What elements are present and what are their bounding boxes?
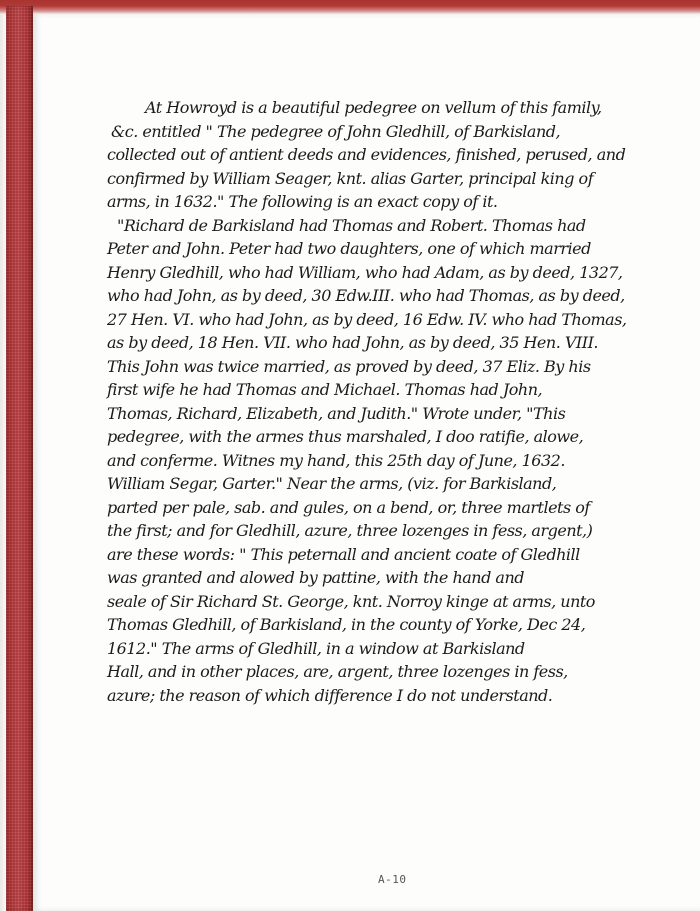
top-cover-edge: [0, 0, 700, 14]
text-line-25: Hall, and in other places, are, argent, three lozenges in fess,: [107, 662, 568, 681]
text-line-7: Peter and John. Peter had two daughters, one of which married: [107, 239, 591, 258]
text-line-4: confirmed by William Seager, knt. alias Garter, principal king of: [107, 168, 594, 188]
text-line-23: Thomas Gledhill, of Barkisland, in the county of Yorke, Dec 24,: [107, 615, 586, 634]
text-line-2: &c. entitled " The pedegree of John Gledhill, of Barkisland,: [111, 121, 561, 141]
text-line-16: and conferme. Witnes my hand, this 25th day of June, 1632.: [107, 450, 565, 470]
text-line-8: Henry Gledhill, who had William, who had Adam, as by deed, 1327,: [107, 262, 623, 282]
text-line-11: as by deed, 18 Hen. VII. who had John, as by deed, 35 Hen. VIII.: [107, 333, 598, 352]
text-line-24: 1612." The arms of Gledhill, in a window at Barkisland: [107, 638, 525, 658]
text-line-15: pedegree, with the armes thus marshaled, I doo ratifie, alowe,: [107, 427, 584, 446]
calligraphy-text-block: [105, 97, 645, 705]
text-line-21: was granted and alowed by pattine, with the hand and: [107, 568, 524, 587]
text-line-3: collected out of antient deeds and evidences, finished, perused, and: [107, 145, 626, 164]
text-line-17: William Segar, Garter." Near the arms, (viz. for Barkisland,: [107, 474, 557, 493]
text-line-13: first wife he had Thomas and Michael. Thomas had John,: [107, 380, 543, 399]
text-line-6: "Richard de Barkisland had Thomas and Robert. Thomas had: [117, 215, 586, 235]
red-book-binding: [6, 6, 33, 911]
page-number: A-10: [378, 873, 407, 886]
text-line-19: the first; and for Gledhill, azure, three lozenges in fess, argent,): [107, 521, 593, 540]
text-line-9: who had John, as by deed, 30 Edw.III. who had Thomas, as by deed,: [107, 286, 625, 305]
text-line-1: At Howroyd is a beautiful pedegree on vellum of this family,: [145, 98, 602, 117]
text-line-22: seale of Sir Richard St. George, knt. Norroy kinge at arms, unto: [107, 591, 595, 611]
text-line-18: parted per pale, sab. and gules, on a bend, or, three martlets of: [107, 497, 590, 517]
text-line-20: are these words: " This peternall and ancient coate of Gledhill: [107, 544, 580, 564]
text-line-5: arms, in 1632." The following is an exact copy of it.: [107, 192, 498, 211]
text-line-10: 27 Hen. VI. who had John, as by deed, 16 Edw. IV. who had Thomas,: [107, 309, 627, 329]
text-line-26: azure; the reason of which difference I do not understand.: [107, 685, 553, 705]
text-line-14: Thomas, Richard, Elizabeth, and Judith." Wrote under, "This: [107, 403, 566, 423]
text-line-12: This John was twice married, as proved by deed, 37 Eliz. By his: [107, 356, 591, 376]
